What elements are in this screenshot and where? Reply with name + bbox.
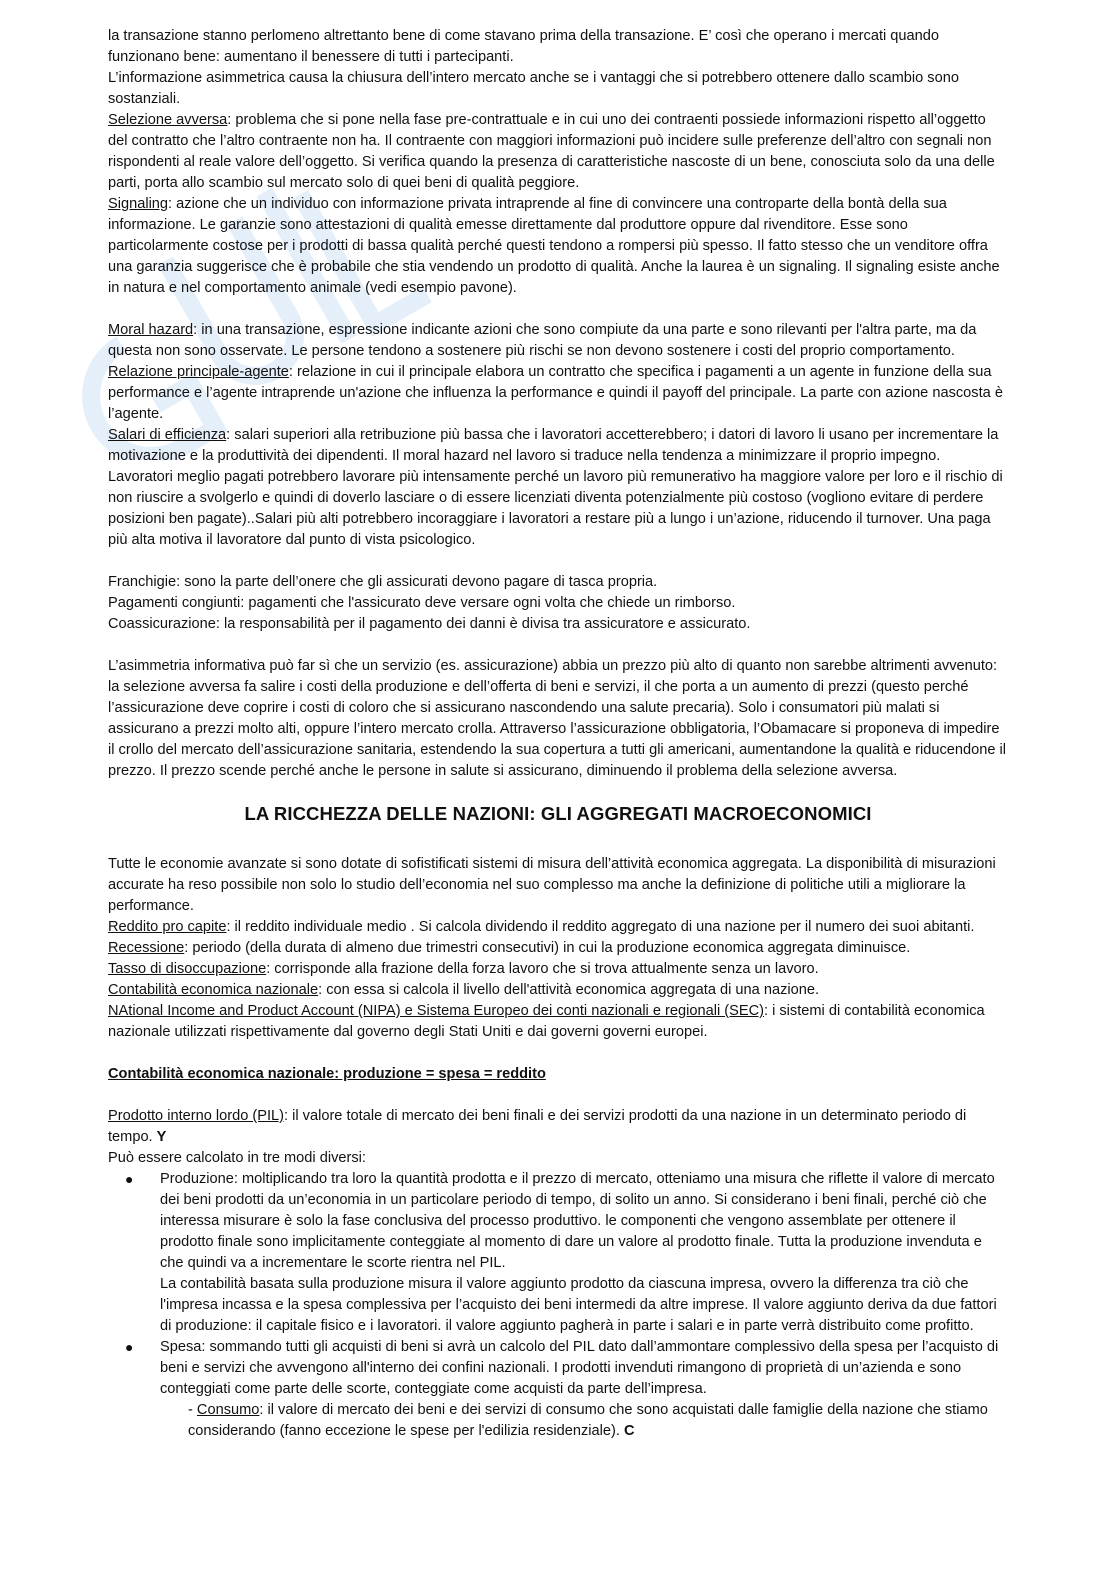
term-adverse-selection: Selezione avversa [108, 112, 228, 128]
sub-item-consumption: - Consumo: il valore di mercato dei beni e dei servizi di consumo che sono acquistati dalle famiglie della nazione che stiamo considerando (fanno eccezione le spese per l'edilizia residenziale). C [188, 1402, 988, 1439]
term-recession: Recessione [108, 940, 185, 956]
paragraph-obamacare: L’asimmetria informativa può far sì che un servizio (es. assicurazione) abbia un prezzo più alto di quanto non sarebbe altrimenti avvenuto: la selezione avversa fa salire i costi della produzione e dell’offerta di beni e servizi, il che porta a un aumento di prezzi (questo perché l’assicurazione deve coprire i costi di coloro che si assicurano nascondendo una salute precaria). Solo i consumatori più malati si assicurano a prezzi molto alti, oppure l’intero mercato crolla. Attraverso l’assicurazione obbligatoria, l’Obamacare si proponeva di impedire il crollo del mercato dell’assicurazione sanitaria, estendendo la sua copertura a tutti gli americani, aumentandone la qualità e riducendone il prezzo. Il prezzo scende perché anche le persone in salute si assicurano, diminuendo il problema della selezione avversa. [108, 658, 1007, 779]
paragraph-deductibles: Franchigie: sono la parte dell’onere che gli assicurati devono pagare di tasca propria. [108, 574, 658, 590]
list-item-text: Produzione: moltiplicando tra loro la quantità prodotta e il prezzo di mercato, otteniamo una misura che riflette il valore di mercato dei beni prodotti da un’economia in un particolare periodo di tempo, di solito un anno. Si considerano i beni finali, perché ciò che interessa misurare è solo la fase conclusiva del processo produttivo. le componenti che vengono assemblate per ottenere il prodotto finale sono implicitamente conteggiate al momento di dare un valore al prodotto finale. Tutta la produzione invenduta e che quindi va a incrementare le scorte rientra nel PIL. [160, 1171, 995, 1271]
list-item-production [108, 1169, 1008, 1337]
section-title: LA RICCHEZZA DELLE NAZIONI: GLI AGGREGATI MACROECONOMICI [244, 803, 872, 824]
paragraph-intro: la transazione stanno perlomeno altrettanto bene di come stavano prima della transazione. E’ così che operano i mercati quando funzionano bene: aumentano il benessere di tutti i partecipanti. [108, 28, 939, 65]
paragraph-adverse-selection: Selezione avversa: problema che si pone nella fase pre-contrattuale e in cui uno dei contraenti possiede informazioni rispetto all’oggetto del contratto che l’altro contraente non ha. Il contraente con maggiori informazioni può incidere sulle preferenze dell’altro con segnali non rispondenti al reale valore dell’oggetto. Si verifica quando la presenza di caratteristiche nascoste di un bene, conosciuta solo da una delle parti, porta allo scambio sul mercato solo di quei beni di qualità peggiore. [108, 112, 995, 191]
paragraph-methods-intro: Può essere calcolato in tre modi diversi: [108, 1150, 366, 1166]
paragraph-asymmetric-info: L’informazione asimmetrica causa la chiusura dell’intero mercato anche se i vantaggi che si potrebbero ottenere dallo scambio sono sostanziali. [108, 70, 959, 107]
blank-line [108, 299, 1008, 320]
consumption-symbol: C [624, 1423, 635, 1439]
list-item-text: Spesa: sommando tutti gli acquisti di beni si avrà un calcolo del PIL dato dall’ammontare complessivo della spesa per l’acquisto di beni e servizi che avvengono all'interno dei confini nazionali. I prodotti invenduti rimangono di proprietà di un’azienda e sono conteggiati come parte delle scorte, conteggiate come acquisti da parte dell’impresa. [160, 1339, 999, 1397]
paragraph-principal-agent: Relazione principale-agente: relazione in cui il principale elabora un contratto che specifica i pagamenti a un agente in funzione della sua performance e l’agente intraprende un'azione che influenza la performance e quindi il payoff del principale. La parte con azione nascosta è l’agente. [108, 364, 1003, 422]
term-gdp: Prodotto interno lordo (PIL) [108, 1108, 285, 1124]
paragraph-per-capita-income: Reddito pro capite: il reddito individuale medio . Si calcola dividendo il reddito aggregato di una nazione per il numero dei suoi abitanti. [108, 919, 975, 935]
paragraph-efficiency-wages: Salari di efficienza: salari superiori alla retribuzione più bassa che i lavoratori accetterebbero; i datori di lavoro li usano per incrementare la motivazione e la produttività dei dipendenti. Il moral hazard nel lavoro si traduce nella tendenza a minimizzare il proprio impegno. Lavoratori meglio pagati potrebbero lavorare più intensamente perché un lavoro più remunerativo ha maggiore valore per loro e il rischio di non riuscire a svolgerlo e quindi di doverlo lasciare o di essere licenziati diventa potenzialmente più costoso (vogliono evitare di perdere posizioni ben pagate)..Salari più alti potrebbero incoraggiare i lavoratori a restare più a lungo i un’azione, riducendo il turnover. Una paga più alta motiva il lavoratore dal punto di vista psicologico. [108, 427, 1003, 548]
subheading-national-accounting: Contabilità economica nazionale: produzione = spesa = reddito [108, 1066, 546, 1082]
section-asymmetric-info [108, 26, 1008, 299]
list-item-expenditure [108, 1337, 1008, 1400]
term-efficiency-wages: Salari di efficienza [108, 427, 227, 443]
bullet-icon: ● [125, 1171, 134, 1187]
section-insurance-terms [108, 572, 1008, 635]
gdp-symbol: Y [156, 1129, 167, 1145]
section-gdp [108, 1106, 1008, 1442]
term-signaling: Signaling [108, 196, 169, 212]
paragraph-national-accounting: Contabilità economica nazionale: con essa si calcola il livello dell'attività economica aggregata di una nazione. [108, 982, 820, 998]
term-unemployment: Tasso di disoccupazione [108, 961, 267, 977]
paragraph-signaling: Signaling: azione che un individuo con informazione privata intraprende al fine di convincere una controparte della bontà della sua informazione. Le garanzie sono attestazioni di qualità emesse direttamente dal produttore oppure dal rivenditore. Esse sono particolarmente costose per i prodotti di bassa qualità perché questi tendono a rompersi più spesso. Il fatto stesso che un venditore offra una garanzia suggerisce che è probabile che stia vendendo un prodotto di qualità. Anche la laurea è un signaling. Il signaling esiste anche in natura e nel comportamento animale (vedi esempio pavone). [108, 196, 1000, 296]
blank-line [108, 551, 1008, 572]
term-nipa-sec: NAtional Income and Product Account (NIPA) e Sistema Europeo dei conti nazionali e regionali (SEC) [108, 1003, 764, 1019]
paragraph-moral-hazard: Moral hazard: in una transazione, espressione indicante azioni che sono compiute da una parte e sono rilevanti per l'altra parte, ma da questa non sono osservate. Le persone tendono a sostenere più rischi se non devono sostenere i costi del proprio comportamento. [108, 322, 977, 359]
paragraph-advanced-economies: Tutte le economie avanzate si sono dotate di sofistificati sistemi di misura dell’attività economica aggregata. La disponibilità di misurazioni accurate ha reso possibile non solo lo studio dell’economia nel suo complesso ma anche la definizione di politiche utili a migliorare la performance. [108, 856, 996, 914]
term-consumption: Consumo [196, 1402, 260, 1418]
paragraph-coinsurance: Coassicurazione: la responsabilità per il pagamento dei danni è divisa tra assicuratore e assicurato. [108, 616, 751, 632]
section-macro-aggregates [108, 854, 1008, 1043]
list-item-text: La contabilità basata sulla produzione misura il valore aggiunto prodotto da ciascuna impresa, ovvero la differenza tra ciò che l'impresa incassa e la spesa complessiva per l’acquisto dei beni intermedi da altre imprese. Il valore aggiunto deriva da due fattori di produzione: il capitale fisico e i lavoratori. il valore aggiunto pagherà in parte i salari e in parte verrà distribuito come profitto. [160, 1276, 997, 1334]
paragraph-gdp: Prodotto interno lordo (PIL): il valore totale di mercato dei beni finali e dei servizi prodotti da una nazione in un determinato periodo di tempo. Y [108, 1108, 967, 1145]
paragraph-unemployment: Tasso di disoccupazione: corrisponde alla frazione della forza lavoro che si trova attualmente senza un lavoro. [108, 961, 819, 977]
blank-line [108, 635, 1008, 656]
term-per-capita-income: Reddito pro capite [108, 919, 227, 935]
paragraph-nipa-sec: NAtional Income and Product Account (NIPA) e Sistema Europeo dei conti nazionali e regionali (SEC): i sistemi di contabilità economica nazionale utilizzati rispettivamente dal governo degli Stati Uniti e dai governi governi europei. [108, 1003, 985, 1040]
section-moral-hazard [108, 320, 1008, 551]
term-national-accounting: Contabilità economica nazionale [108, 982, 319, 998]
paragraph-recession: Recessione: periodo (della durata di almeno due trimestri consecutivi) in cui la produzione economica aggregata diminuisce. [108, 940, 911, 956]
paragraph-copayments: Pagamenti congiunti: pagamenti che l'assicurato deve versare ogni volta che chiede un rimborso. [108, 595, 736, 611]
term-moral-hazard: Moral hazard [108, 322, 194, 338]
term-principal-agent: Relazione principale-agente [108, 364, 289, 380]
document-page [108, 26, 1008, 1442]
bullet-icon: ● [125, 1339, 134, 1355]
methods-list [108, 1169, 1008, 1400]
